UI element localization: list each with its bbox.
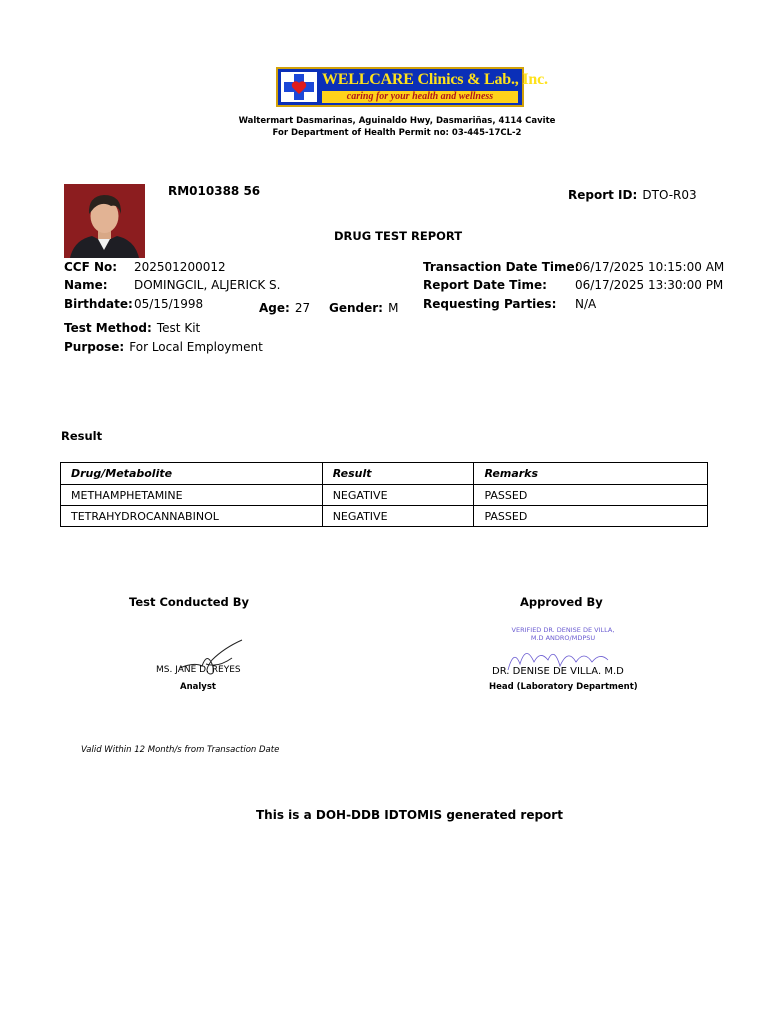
column-header-result: Result — [322, 463, 474, 485]
head-role: Head (Laboratory Department) — [489, 682, 638, 692]
requesting-parties-value: N/A — [575, 297, 597, 311]
control-number: RM010388 56 — [168, 184, 261, 198]
remarks-cell: PASSED — [474, 506, 708, 527]
transaction-date-value: 06/17/2025 10:15:00 AM — [575, 260, 725, 274]
test-method-value: Test Kit — [156, 321, 201, 335]
name-value: DOMINGCIL, ALJERICK S. — [134, 278, 281, 292]
report-date-label: Report Date Time: — [423, 278, 547, 292]
clinic-logo — [276, 67, 548, 107]
purpose-value: For Local Employment — [129, 340, 263, 354]
purpose-label: Purpose: — [64, 340, 125, 354]
head-name: DR. DENISE DE VILLA. M.D — [492, 666, 624, 677]
drug-cell: METHAMPHETAMINE — [61, 485, 323, 506]
ccf-value: 202501200012 — [134, 260, 226, 274]
validity-note: Valid Within 12 Month/s from Transaction Date — [81, 745, 280, 755]
approved-heading: Approved By — [520, 595, 603, 609]
clinic-tagline: caring for your health and wellness — [322, 91, 518, 103]
table-header-row — [61, 463, 708, 485]
report-id-label: Report ID: — [568, 188, 638, 202]
patient-photo — [64, 184, 145, 258]
requesting-parties-label: Requesting Parties: — [423, 297, 557, 311]
clinic-address: Waltermart Dasmarinas, Aguinaldo Hwy, Dasmariñas, 4114 Cavite — [238, 116, 556, 126]
analyst-role: Analyst — [180, 682, 216, 692]
table-row — [61, 485, 708, 506]
birthdate-value: 05/15/1998 — [134, 297, 204, 311]
name-label: Name: — [64, 278, 108, 292]
doh-permit: For Department of Health Permit no: 03-445-17CL-2 — [272, 128, 522, 138]
analyst-name: MS. JANE D. REYES — [156, 665, 241, 675]
report-id — [568, 184, 697, 203]
age-label: Age: — [259, 301, 290, 315]
report-date-value: 06/17/2025 13:30:00 PM — [575, 278, 724, 292]
ccf-label: CCF No: — [64, 260, 118, 274]
drug-cell: TETRAHYDROCANNABINOL — [61, 506, 323, 527]
clinic-name: WELLCARE Clinics & Lab., Inc. — [322, 71, 548, 88]
report-id-value: DTO-R03 — [642, 188, 697, 202]
generated-note: This is a DOH-DDB IDTOMIS generated report — [256, 808, 563, 822]
result-heading: Result — [61, 429, 103, 443]
gender-label: Gender: — [329, 301, 383, 315]
age-value: 27 — [294, 301, 311, 315]
verification-stamp: VERIFIED DR. DENISE DE VILLA, M.D ANDRO/MDPSU — [511, 626, 615, 642]
table-row — [61, 506, 708, 527]
report-title: DRUG TEST REPORT — [334, 229, 463, 243]
heart-icon — [291, 80, 307, 95]
result-table — [60, 462, 708, 527]
remarks-cell: PASSED — [474, 485, 708, 506]
age-field — [259, 297, 310, 316]
gender-value: M — [388, 301, 399, 315]
column-header-remarks: Remarks — [474, 463, 708, 485]
result-cell: NEGATIVE — [322, 485, 474, 506]
purpose-field — [64, 336, 263, 355]
column-header-drug: Drug/Metabolite — [61, 463, 323, 485]
birthdate-label: Birthdate: — [64, 297, 133, 311]
result-cell: NEGATIVE — [322, 506, 474, 527]
test-conducted-heading: Test Conducted By — [129, 595, 250, 609]
gender-field — [329, 297, 398, 316]
medical-cross-icon — [281, 72, 317, 102]
test-method-field — [64, 317, 200, 336]
transaction-date-label: Transaction Date Time: — [423, 260, 580, 274]
test-method-label: Test Method: — [64, 321, 152, 335]
